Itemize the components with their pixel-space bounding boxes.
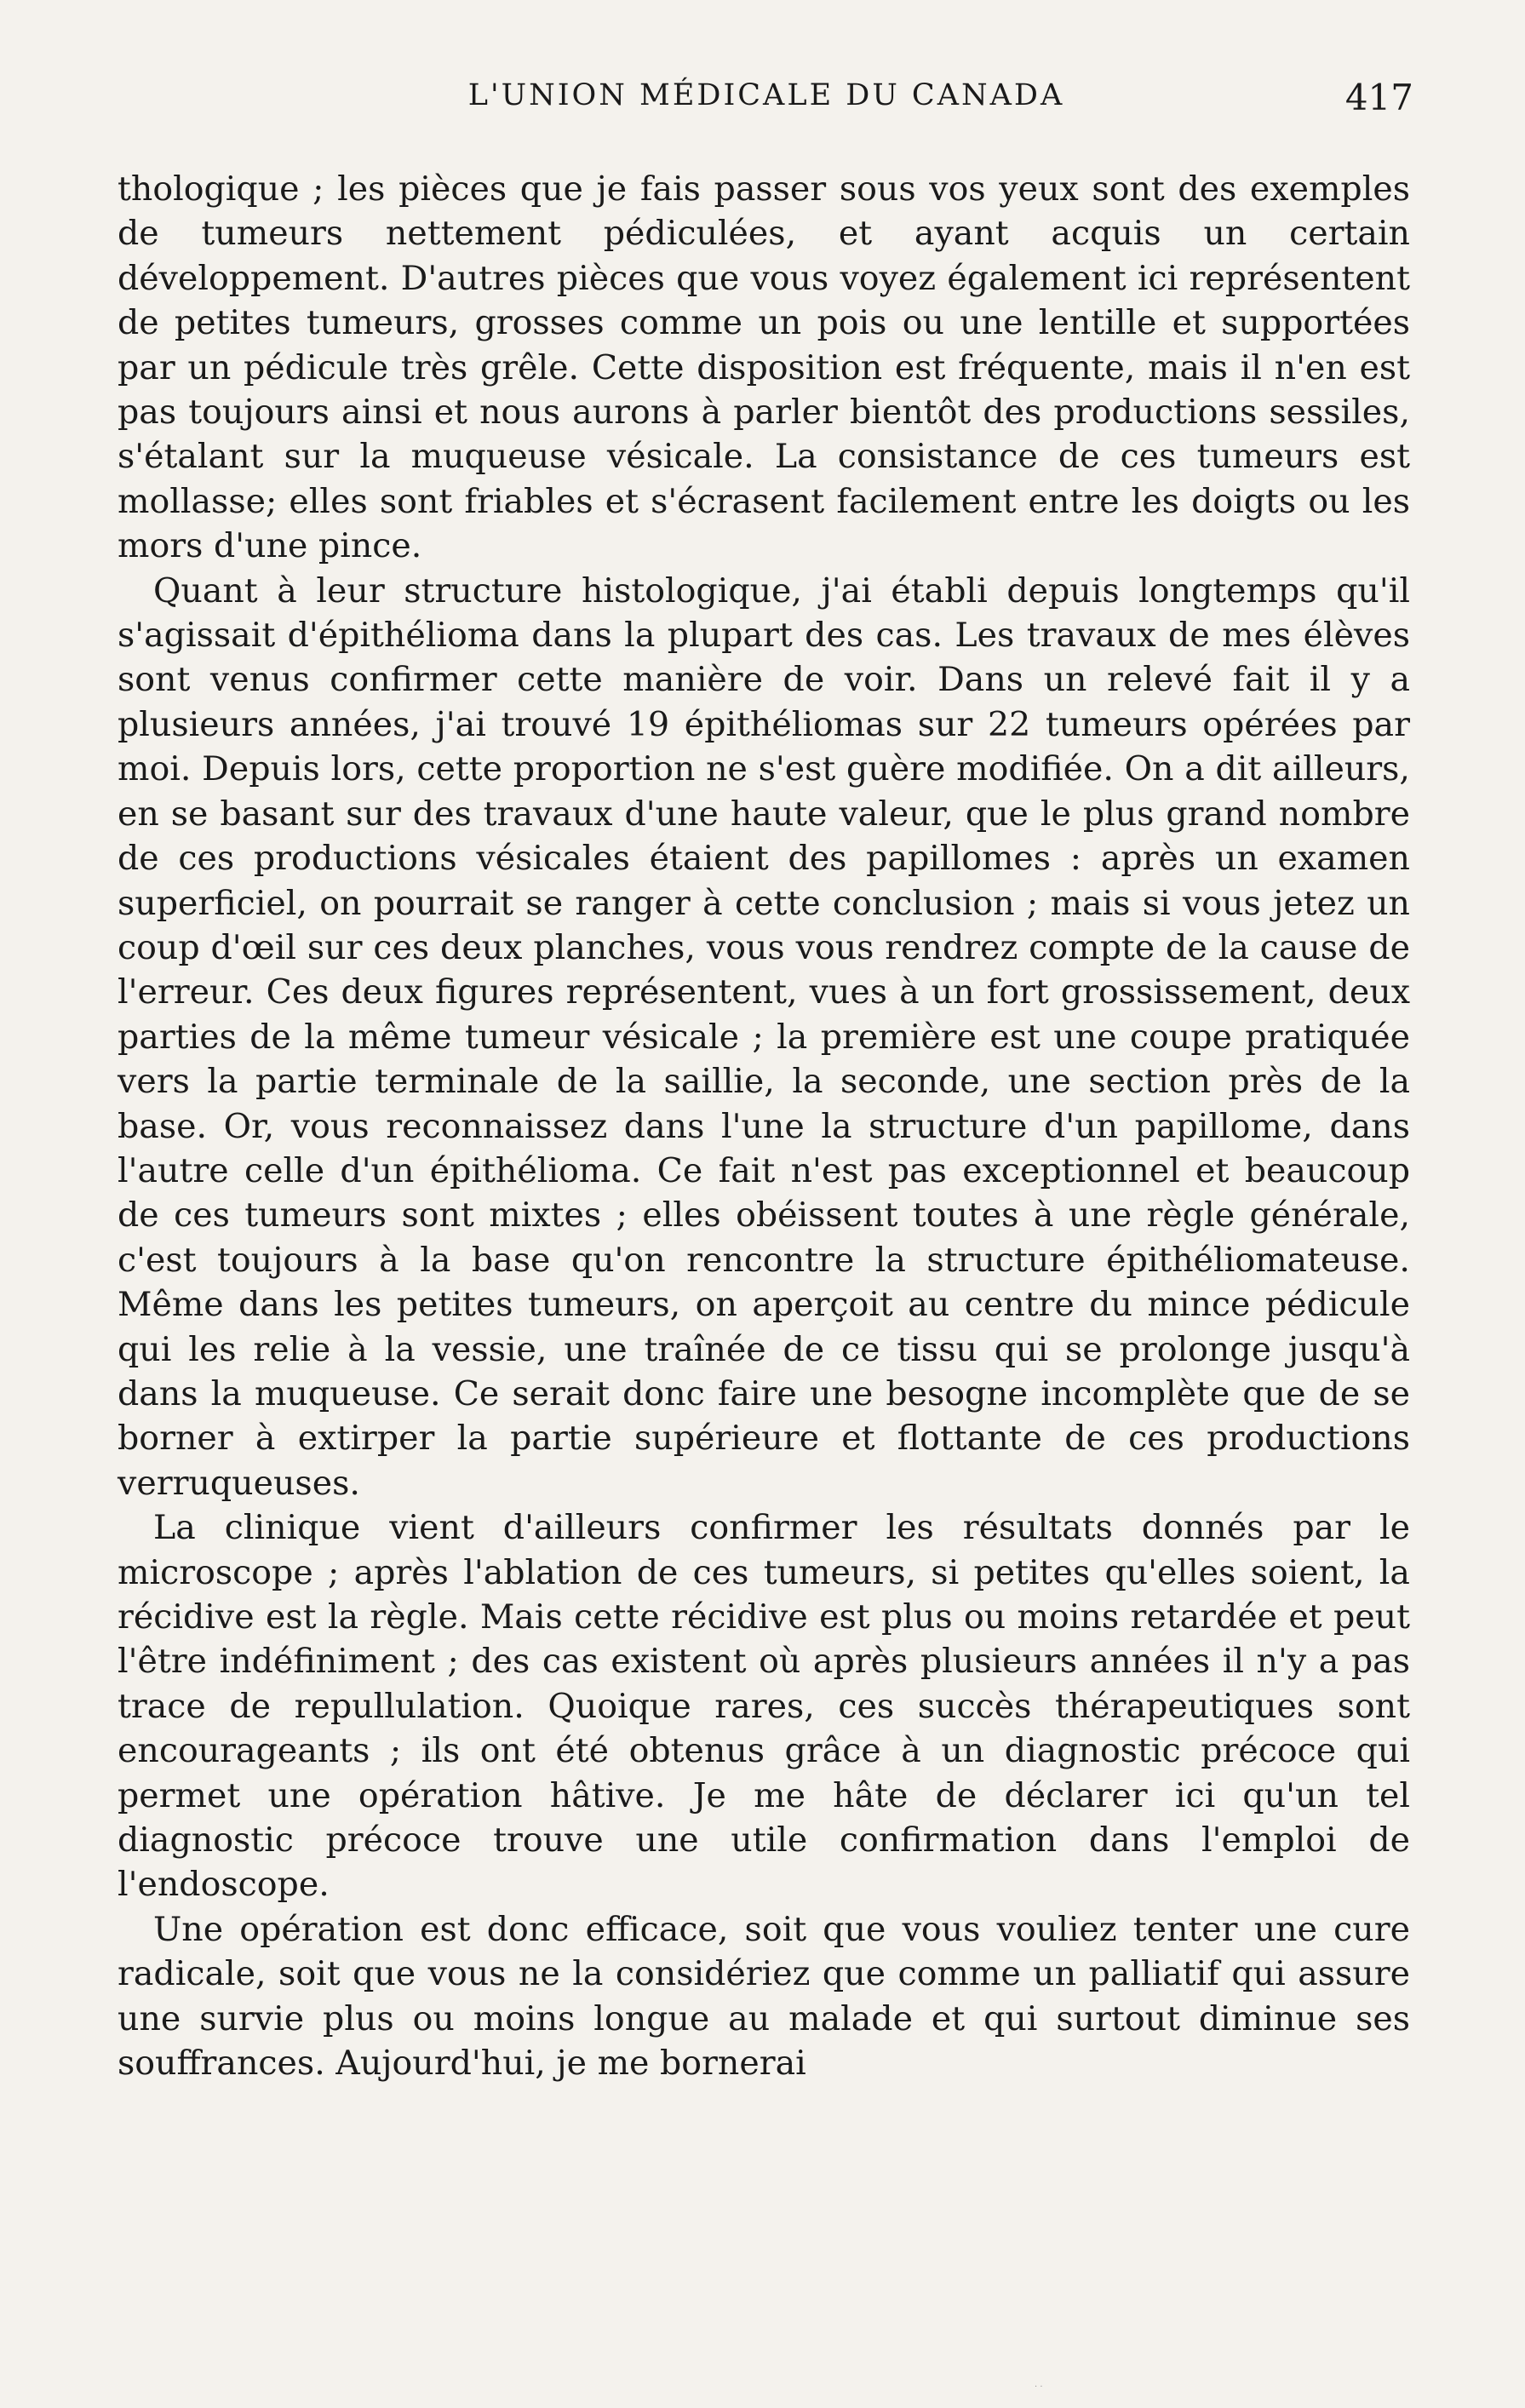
paragraph-2: Quant à leur structure histologique, j'ai établi depuis longtemps qu'il s'agissait d'épithélioma dans la plupart des cas. Les travaux de mes élèves sont venus confirmer cette manière de voir. Dans un relevé fait il y a plusieurs années, j'ai trouvé 19 épithéliomas sur 22 tumeurs opérées par moi. Depuis lors, cette proportion ne s'est guère modifiée. On a dit ailleurs, en se basant sur des travaux d'une haute valeur, que le plus grand nombre de ces productions vésicales étaient des papillomes : après un examen superficiel, on pourrait se ranger à cette conclusion ; mais si vous jetez un coup d'œil sur ces deux planches, vous vous rendrez compte de la cause de l'erreur. Ces deux figures représentent, vues à un fort grossissement, deux parties de la même tumeur vésicale ; la première est une coupe pratiquée vers la partie terminale de la saillie, la seconde, une section près de la base. Or, vous reconnaissez dans l'une la structure d'un papillome, dans l'autre celle d'un épithélioma. Ce fait n'est pas exceptionnel et beaucoup de ces tumeurs sont mixtes ; elles obéissent toutes à une règle générale, c'est toujours à la base qu'on rencontre la structure épithéliomateuse. Même dans les petites tumeurs, on aperçoit au centre du mince pédicule qui les relie à la vessie, une traînée de ce tissu qui se prolonge jusqu'à dans la muqueuse. Ce serait donc faire une besogne incomplète que de se borner à extirper la partie supérieure et flottante de ces productions verruqueuses. bbox=[118, 570, 1410, 1503]
body-text bbox=[118, 167, 1410, 2085]
paragraph-3: La clinique vient d'ailleurs confirmer les résultats donnés par le microscope ; après l'ablation de ces tumeurs, si petites qu'elles soient, la récidive est la règle. Mais cette récidive est plus ou moins retardée et peut l'être indéfiniment ; des cas existent où après plusieurs années il n'y a pas trace de repullulation. Quoique rares, ces succès thérapeutiques sont encourageants ; ils ont été obtenus grâce à un diagnostic précoce qui permet une opération hâtive. Je me hâte de déclarer ici qu'un tel diagnostic précoce trouve une utile confirmation dans l'emploi de l'endoscope. bbox=[118, 1508, 1410, 1905]
page-header bbox=[119, 78, 1413, 129]
running-title: L'UNION MÉDICALE DU CANADA bbox=[467, 78, 1065, 112]
print-speck: · · bbox=[1035, 2382, 1043, 2392]
paragraph-1: thologique ; les pièces que je fais passer sous vos yeux sont des exemples de tumeurs nettement pédiculées, et ayant acquis un certain développement. D'autres pièces que vous voyez également ici représentent de petites tumeurs, grosses comme un pois ou une lentille et supportées par un pédicule très grêle. Cette disposition est fréquente, mais il n'en est pas toujours ainsi et nous aurons à parler bientôt des productions sessiles, s'étalant sur la muqueuse vésicale. La consistance de ces tumeurs est mollasse; elles sont friables et s'écrasent facilement entre les doigts ou les mors d'une pince. bbox=[118, 169, 1410, 566]
page-number: 417 bbox=[1344, 77, 1413, 118]
paragraph-4: Une opération est donc efficace, soit que vous vouliez tenter une cure radicale, soit que vous ne la considériez que comme un palliatif qui assure une survie plus ou moins longue au malade et qui surtout diminue ses souffrances. Aujourd'hui, je me bornerai bbox=[118, 1909, 1410, 2084]
